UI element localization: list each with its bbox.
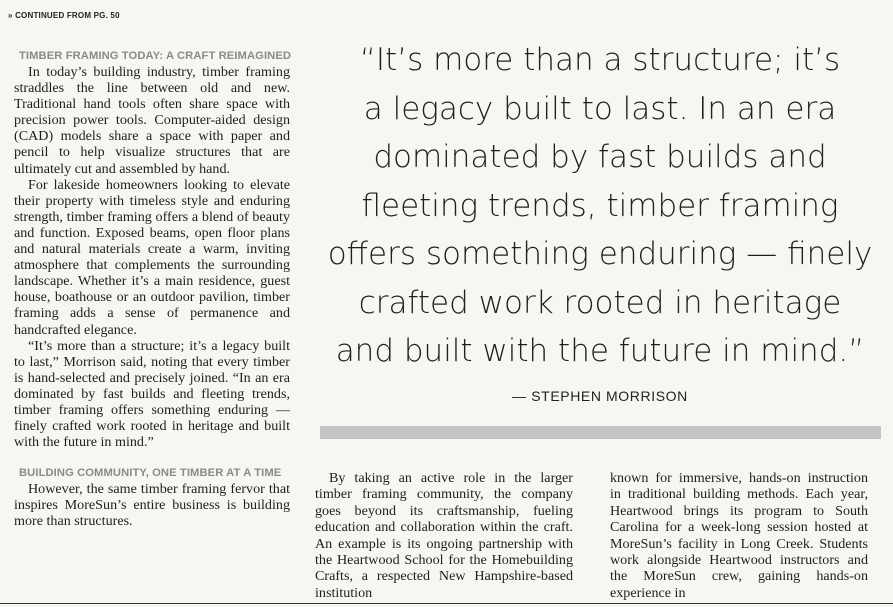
- pull-quote-line: fleeting trends, timber framing: [361, 187, 839, 224]
- right-column: [610, 470, 868, 601]
- page-bottom-rule: [0, 603, 893, 604]
- body-paragraph: For lakeside homeowners looking to elevate their property with timeless style and enduring strength, timber framing offers a blend of beauty and function. Exposed beams, open floor plans and natural materials create a warm, inviting atmosphere that complements the surrounding landscape. Whether it’s a main residence, guest house, boathouse or an outdoor pavilion, timber framing adds a sense of permanence and handcrafted elegance.: [14, 176, 290, 338]
- pull-quote-line: a legacy built to last. In an era: [363, 90, 837, 127]
- divider-bar: [320, 426, 881, 439]
- left-column: [14, 50, 290, 530]
- pull-quote-line: dominated by fast builds and: [373, 139, 827, 175]
- body-paragraph: By taking an active role in the larger timber framing community, the company goes beyond its craftsmanship, fueling education and collaboration within the craft. An example is its ongoing partnership with the Heartwood School for the Homebuilding Crafts, a respected New Hampshire-based institution: [315, 470, 573, 601]
- pull-quote-text: [316, 36, 884, 376]
- pull-quote-line: crafted work rooted in heritage: [358, 284, 842, 321]
- middle-column: [315, 470, 573, 601]
- pull-quote: [316, 36, 884, 404]
- pull-quote-line: “It’s more than a structure; it’s: [359, 42, 841, 78]
- pull-quote-line: offers something enduring — finely: [327, 236, 873, 272]
- pull-quote-line: and built with the future in mind.”: [335, 333, 865, 369]
- section-heading-timber-framing-today: TIMBER FRAMING TODAY: A CRAFT REIMAGINED: [19, 50, 292, 62]
- continued-from-label: » CONTINUED FROM PG. 50: [8, 11, 120, 20]
- body-paragraph: known for immersive, hands-on instruction in traditional building methods. Each year, Heartwood brings its program to South Carolina for a week-long session hosted at MoreSun’s facility in Long Creek. Students work alongside Heartwood instructors and the MoreSun crew, gaining hands-on experience in: [610, 470, 868, 601]
- body-paragraph: “It’s more than a structure; it’s a legacy built to last,” Morrison said, noting that every timber is hand-selected and precisely joined. “In an era dominated by fast builds and fleeting trends, timber framing offers something enduring — finely crafted work rooted in heritage and built with the future in mind.”: [14, 337, 290, 451]
- body-paragraph: In today’s building industry, timber framing straddles the line between old and new. Traditional hand tools often share space with precision power tools. Computer-aided design (CAD) models share a space with paper and pencil to help visualize structures that are ultimately cut and assembled by hand.: [14, 64, 290, 177]
- section-heading-building-community: BUILDING COMMUNITY, ONE TIMBER AT A TIME: [19, 467, 282, 480]
- pull-quote-attribution: — STEPHEN MORRISON: [512, 387, 688, 404]
- body-paragraph: However, the same timber framing fervor that inspires MoreSun’s entire business is building more than structures.: [14, 481, 290, 530]
